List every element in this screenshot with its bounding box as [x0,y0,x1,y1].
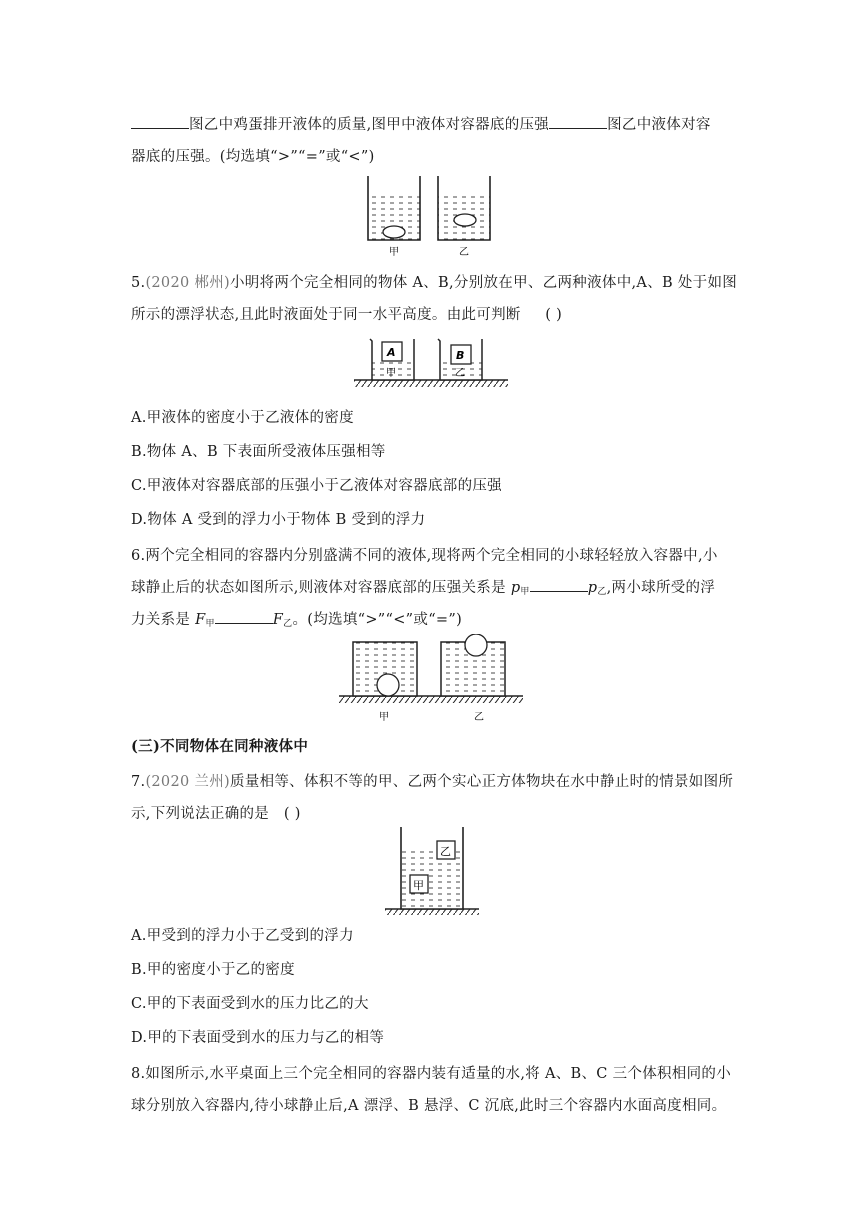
figure-balls-in-containers [337,634,527,724]
container-jia [368,176,420,258]
container-jia [353,642,417,723]
option-a[interactable]: A.甲受到的浮力小于乙受到的浮力 [131,928,354,944]
option-c[interactable]: C.甲液体对容器底部的压强小于乙液体对容器底部的压强 [131,478,502,494]
ball-jia [377,674,399,696]
q4-line-2: 器底的压强。(均选填“>”“=”或“<”) [131,149,375,165]
section-title: (三)不同物体在同种液体中 [131,738,309,755]
q8-line-1: 8.如图所示,水平桌面上三个完全相同的容器内装有适量的水,将 A、B、C 三个体积相同的小 [131,1066,731,1082]
source-tag: (2020 郴州) [145,275,230,291]
answer-paren[interactable]: ( ) [545,307,563,323]
egg-yi [454,214,476,226]
q6-line-1: 6.两个完全相同的容器内分别盛满不同的液体,现将两个完全相同的小球轻轻放入容器中,小 [131,548,718,564]
figure-eggs-in-liquid [362,176,512,258]
svg-text:B: B [456,349,465,362]
svg-text:乙: 乙 [440,845,451,858]
container-yi [438,176,490,258]
option-b[interactable]: B.物体 A、B 下表面所受液体压强相等 [131,444,386,460]
option-c[interactable]: C.甲的下表面受到水的压力比乙的大 [131,996,369,1012]
option-a[interactable]: A.甲液体的密度小于乙液体的密度 [131,410,354,426]
q6-line-2: 球静止后的状态如图所示,则液体对容器底部的压强关系是 $p_甲$ $p_乙$,两小球所受的浮 [131,576,715,597]
source-tag: (2020 兰州) [145,774,230,790]
fig-label-yi: 乙 [455,368,465,379]
svg-text:A: A [387,346,396,359]
fig-label-yi: 乙 [474,712,484,723]
q5-line-1: 5.(2020 郴州)小明将两个完全相同的物体 A、B,分别放在甲、乙两种液体中,A、B 处于如图 [131,275,738,291]
figure-cubes-in-water [383,825,483,917]
answer-blank[interactable] [215,609,273,624]
svg-text:甲: 甲 [413,879,424,892]
container-yi [441,634,505,723]
answer-blank[interactable] [549,114,607,129]
egg-jia [383,226,405,238]
answer-paren[interactable]: ( ) [283,806,301,822]
fig-label-jia: 甲 [389,247,399,258]
q7-line-2: 示,下列说法正确的是 ( ) [131,806,301,822]
answer-blank[interactable] [530,577,588,592]
beaker-jia [370,339,414,380]
fig-label-jia: 甲 [386,368,396,379]
ball-yi [465,634,487,656]
option-d[interactable]: D.物体 A 受到的浮力小于物体 B 受到的浮力 [131,512,426,528]
option-b[interactable]: B.甲的密度小于乙的密度 [131,962,295,978]
answer-blank[interactable] [131,114,189,129]
fig-label-jia: 甲 [379,712,389,723]
q7-line-1: 7.(2020 兰州)质量相等、体积不等的甲、乙两个实心正方体物块在水中静止时的情景如图所 [131,774,734,790]
figure-floating-blocks [352,336,512,396]
fig-label-yi: 乙 [459,247,469,258]
q6-line-3: 力关系是 $F_甲$ $F_乙$。(均选填“>”“<”或“=”) [131,608,462,629]
q5-line-2: 所示的漂浮状态,且此时液面处于同一水平高度。由此可判断 ( ) [131,307,563,323]
q8-line-2: 球分别放入容器内,待小球静止后,A 漂浮、B 悬浮、C 沉底,此时三个容器内水面高度相同。 [131,1098,727,1114]
beaker-yi [438,339,482,380]
option-d[interactable]: D.甲的下表面受到水的压力与乙的相等 [131,1030,385,1046]
q4-line-1: 图乙中鸡蛋排开液体的质量,图甲中液体对容器底的压强 图乙中液体对容 [131,113,711,134]
